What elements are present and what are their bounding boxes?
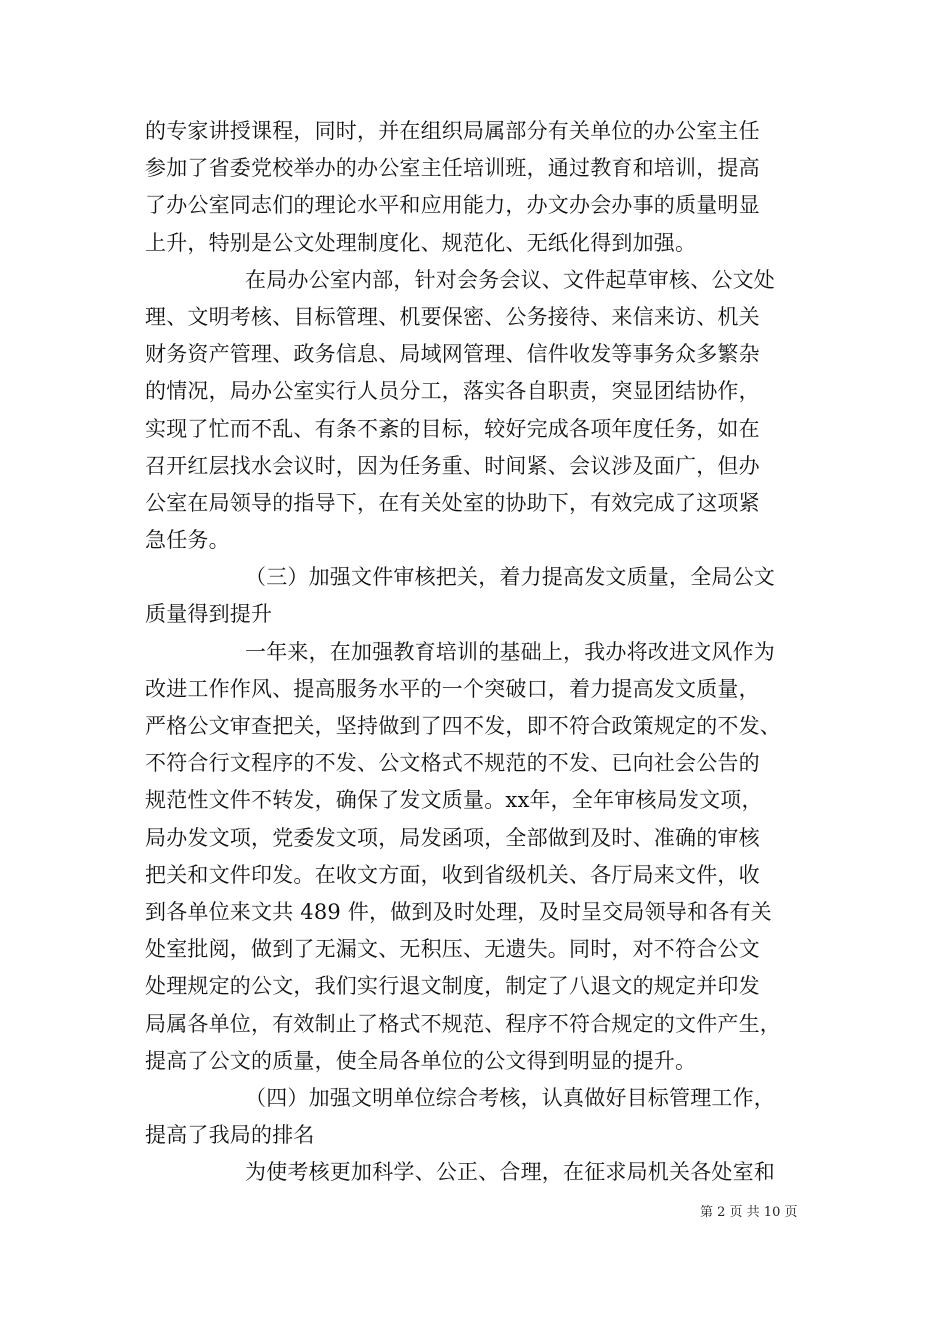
text-line: 提高了公文的质量，使全局各单位的公文得到明显的提升。 (145, 1048, 697, 1073)
section-heading-4: （四）加强文明单位综合考核，认真做好目标管理工作， (245, 1085, 775, 1110)
section-heading-4-cont: 提高了我局的排名 (145, 1123, 315, 1148)
text-line: 改进工作作风、提高服务水平的一个突破口，着力提高发文质量， (145, 676, 760, 701)
section-heading-3-cont: 质量得到提升 (145, 602, 273, 627)
text-line: 到各单位来文共 489 件，做到及时处理，及时呈交局领导和各有关 (145, 899, 772, 924)
text-line: 的情况，局办公室实行人员分工，落实各自职责，突显团结协作， (145, 379, 760, 404)
text-line: 参加了省委党校举办的办公室主任培训班，通过教育和培训，提高 (145, 156, 760, 181)
text-line: 召开红层找水会议时，因为任务重、时间紧、会议涉及面广，但办 (145, 453, 760, 478)
text-line: 财务资产管理、政务信息、局域网管理、信件收发等事务众多繁杂 (145, 342, 760, 367)
paragraph-start-line: 在局办公室内部，针对会务会议、文件起草审核、公文处 (245, 267, 775, 292)
text-line: 公室在局领导的指导下，在有关处室的协助下，有效完成了这项紧 (145, 490, 760, 515)
text-line: 局办发文项，党委发文项，局发函项，全部做到及时、准确的审核 (145, 825, 760, 850)
text-line: 上升，特别是公文处理制度化、规范化、无纸化得到加强。 (145, 230, 697, 255)
text-line: 急任务。 (145, 528, 230, 553)
text-line: 不符合行文程序的不发、公文格式不规范的不发、已向社会公告的 (145, 751, 760, 776)
body-text (145, 113, 810, 1191)
text-line: 局属各单位，有效制止了格式不规范、程序不符合规定的文件产生， (145, 1011, 781, 1036)
text-line: 严格公文审查把关，坚持做到了四不发，即不符合政策规定的不发、 (145, 714, 781, 738)
text-line: 了办公室同志们的理论水平和应用能力，办文办会办事的质量明显 (145, 193, 760, 218)
text-line: 的专家讲授课程，同时，并在组织局属部分有关单位的办公室主任 (145, 119, 760, 143)
text-line: 规范性文件不转发，确保了发文质量。xx年，全年审核局发文项， (145, 788, 763, 813)
text-line: 处室批阅，做到了无漏文、无积压、无遗失。同时，对不符合公文 (145, 937, 760, 962)
text-line: 理、文明考核、目标管理、机要保密、公务接待、来信来访、机关 (145, 304, 760, 329)
page-number-footer: 第 2 页 共 10 页 (700, 1205, 798, 1220)
paragraph-start-line: 为使考核更加科学、公正、合理，在征求局机关各处室和 (245, 1160, 775, 1185)
section-heading-3: （三）加强文件审核把关，着力提高发文质量，全局公文 (245, 565, 775, 590)
text-line: 处理规定的公文，我们实行退文制度，制定了八退文的规定并印发 (145, 974, 760, 999)
text-line: 把关和文件印发。在收文方面，收到省级机关、各厅局来文件，收 (145, 862, 760, 887)
paragraph-start-line: 一年来，在加强教育培训的基础上，我办将改进文风作为 (245, 639, 775, 664)
text-line: 实现了忙而不乱、有条不紊的目标，较好完成各项年度任务，如在 (145, 416, 760, 441)
